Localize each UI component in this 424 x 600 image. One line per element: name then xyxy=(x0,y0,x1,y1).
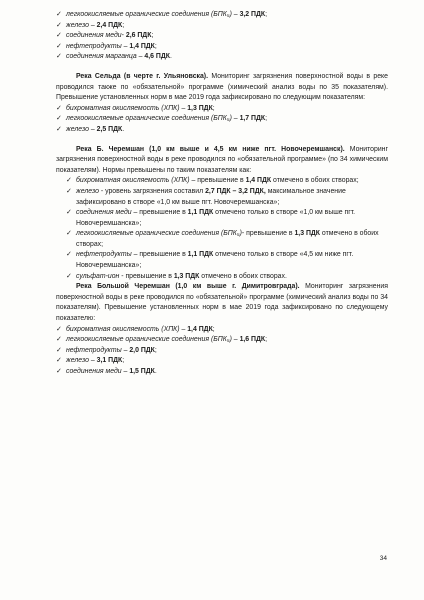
checkmark-icon: ✓ xyxy=(56,336,62,344)
paragraph-b-cheremshan: Река Б. Черемшан (1,0 км выше и 4,5 км ниже пгт. Новочеремшанск). Мониторинг загрязнения поверхностной воды в реке проводился по «обязательной программе» (по 34 химическим показателям). Нормы превышены по таким показателям как: xyxy=(56,145,388,174)
list-item: ✓ нефтепродукты – превышение в 1,1 ПДК отмечено только в створе «4,5 км ниже пгт. Новочеремшанска»; xyxy=(66,251,354,270)
checkmark-icon: ✓ xyxy=(56,325,62,333)
list-item: ✓ нефтепродукты – 1,4 ПДК; xyxy=(56,42,388,53)
checkmark-icon: ✓ xyxy=(56,357,62,365)
checkmark-icon: ✓ xyxy=(66,230,72,238)
list-item: ✓ железо - уровень загрязнения составил 2,7 ПДК – 3,2 ПДК, максимальное значение зафиксировано в створе «1,0 км выше пгт. Новочеремшанска»; xyxy=(66,187,346,206)
list-item: ✓ соединения меди- 2,6 ПДК; xyxy=(56,31,388,42)
paragraph-selda: Река Сельда (в черте г. Ульяновска). Мониторинг загрязнения поверхностной воды в реке проводился также по «обязательной» программе (химический анализ воды по 35 показателям). Превышение установленных норм в мае 2019 года зафиксировано по следующим показателям: xyxy=(56,72,388,102)
list-item: ✓ легкоокисляемые органические соединения (БПК₅) – 1,7 ПДК; xyxy=(56,114,388,125)
checkmark-icon: ✓ xyxy=(56,125,62,133)
checkmark-icon: ✓ xyxy=(56,53,62,61)
list-item: ✓ нефтепродукты – 2,0 ПДК; xyxy=(56,346,388,357)
indicator-list-2 xyxy=(56,104,388,136)
list-item: ✓ железо – 3,1 ПДК; xyxy=(56,356,388,367)
list-item: ✓ бихроматная окисляемость (ХПК) – превышение в 1,4 ПДК отмечено в обоих створах; xyxy=(66,176,388,187)
list-item: ✓ соединения марганца – 4,6 ПДК. xyxy=(56,52,388,63)
checkmark-icon: ✓ xyxy=(56,115,62,123)
list-item: ✓ соединения меди – превышение в 1,1 ПДК отмечено только в створе «1,0 км выше пгт. Новочеремшанска»; xyxy=(66,209,356,227)
list-item: ✓ железо – 2,5 ПДК. xyxy=(56,125,388,136)
checkmark-icon: ✓ xyxy=(56,42,62,50)
list-item: ✓ железо – 2,4 ПДК; xyxy=(56,21,388,32)
indicator-list-1 xyxy=(56,10,388,63)
section-heading: Река Б. Черемшан (1,0 км выше и 4,5 км ниже пгт. Новочеремшанск). xyxy=(76,145,345,153)
list-item: ✓ сульфат-ион - превышение в 1,3 ПДК отмечено в обоих створах. xyxy=(66,272,388,283)
checkmark-icon: ✓ xyxy=(66,272,72,280)
list-item: ✓ бихроматная окисляемость (ХПК) – 1,3 ПДК; xyxy=(56,104,388,115)
checkmark-icon: ✓ xyxy=(56,346,62,354)
paragraph-bolshoy-cheremshan: Река Большой Черемшан (1,0 км выше г. Димитровграда). Мониторинг загрязнения поверхностной воды в реке проводился по «обязательной» программе (химический анализ воды по 34 показателям). Превышение установленных норм в мае 2019 года зафиксировано по следующему показателю: xyxy=(56,283,388,323)
checkmark-icon: ✓ xyxy=(56,368,62,375)
checkmark-icon: ✓ xyxy=(66,209,72,217)
list-item: ✓ бихроматная окисляемость (ХПК) – 1,4 ПДК; xyxy=(56,325,388,336)
list-item: ✓ соединения меди – 1,5 ПДК. xyxy=(56,367,388,378)
indicator-list-4 xyxy=(56,325,388,378)
section-heading: Река Большой Черемшан (1,0 км выше г. Димитровграда). xyxy=(76,283,300,291)
checkmark-icon: ✓ xyxy=(56,11,62,18)
indicator-list-3 xyxy=(56,176,388,282)
checkmark-icon: ✓ xyxy=(66,177,72,185)
section-heading: Река Сельда (в черте г. Ульяновска). xyxy=(76,72,209,80)
page-number: 34 xyxy=(379,555,387,562)
list-item: ✓ легкоокисляемые органические соединения (БПК₅) – 3,2 ПДК; xyxy=(56,10,388,21)
checkmark-icon: ✓ xyxy=(66,187,72,195)
list-item: ✓ легкоокисляемые органические соединения (БПК₅) – 1,6 ПДК; xyxy=(56,335,388,346)
checkmark-icon: ✓ xyxy=(56,104,62,112)
list-item: ✓ легкоокисляемые органические соединения (БПК₅)- превышение в 1,3 ПДК отмечено в обоих створах; xyxy=(66,230,379,248)
checkmark-icon: ✓ xyxy=(66,251,72,259)
checkmark-icon: ✓ xyxy=(56,32,62,40)
checkmark-icon: ✓ xyxy=(56,21,62,29)
